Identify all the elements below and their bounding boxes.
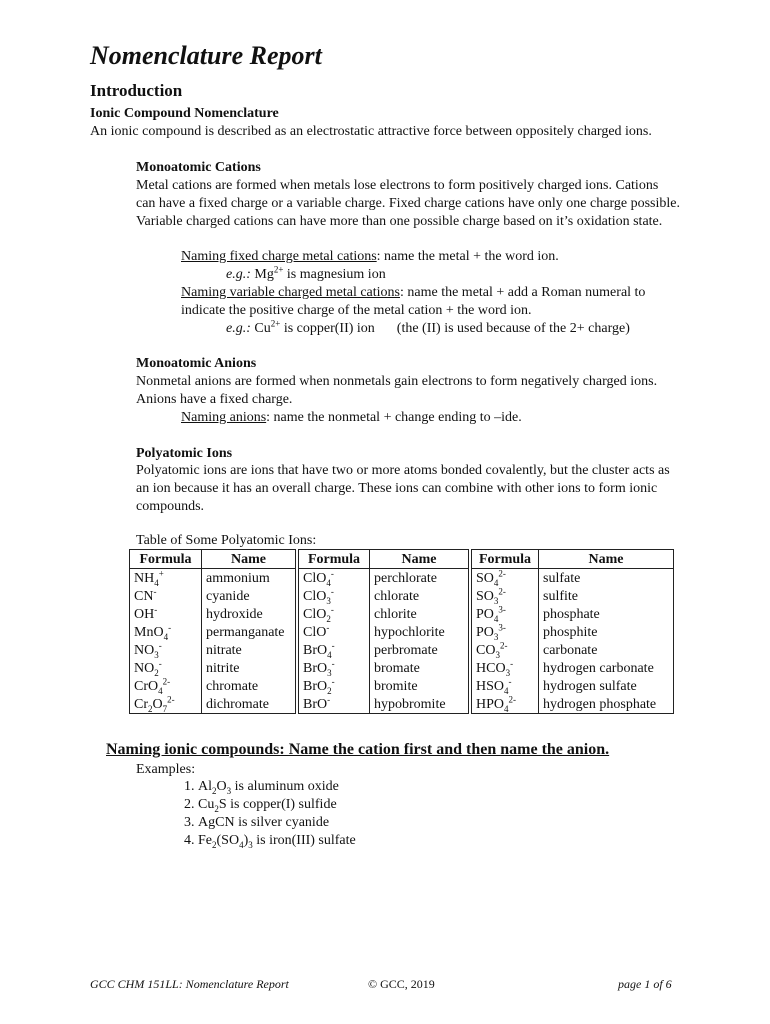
- anions-heading: Monoatomic Anions: [136, 356, 257, 371]
- ion-name-cell: hydrogen carbonate: [539, 659, 674, 677]
- ion-name-cell: permanganate: [202, 623, 298, 641]
- formula-charge: -: [158, 639, 162, 650]
- formula-cell: [130, 605, 202, 623]
- formula-symbol: HCO: [476, 660, 506, 676]
- example-description: is aluminum oxide: [231, 779, 339, 794]
- anions-rule-text: : name the nonmetal + change ending to –ide.: [266, 410, 522, 425]
- formula-subscript: 3: [327, 667, 332, 678]
- example-item: [198, 832, 356, 850]
- formula-subscript: 2: [212, 785, 217, 796]
- formula-cell: [297, 695, 370, 714]
- formula-subscript: 2: [214, 803, 219, 814]
- formula-symbol: PO: [476, 624, 494, 640]
- formula-charge: -: [327, 693, 331, 704]
- formula-subscript: 2: [327, 685, 332, 696]
- formula-cell: [130, 677, 202, 695]
- example-description: is silver cyanide: [234, 815, 330, 830]
- formula-cell: [470, 605, 539, 623]
- formula-subscript: 4: [239, 839, 244, 850]
- formula-cell: [130, 641, 202, 659]
- table-row: [130, 695, 674, 714]
- formula-cell: [470, 623, 539, 641]
- formula-charge: -: [330, 603, 334, 614]
- table-header-row: [130, 550, 674, 569]
- formula-charge: -: [168, 621, 172, 632]
- formula-subscript: 4: [493, 577, 499, 588]
- eg-label: e.g.:: [226, 267, 251, 282]
- formula-charge: -: [331, 657, 335, 668]
- formula-charge: -: [153, 585, 157, 596]
- ion-name-cell: ammonium: [202, 569, 298, 588]
- ion-name-cell: perbromate: [370, 641, 471, 659]
- ion-name-cell: hypobromite: [370, 695, 471, 714]
- ion-name-cell: phosphate: [539, 605, 674, 623]
- ion-name-cell: perchlorate: [370, 569, 471, 588]
- formula-cell: [297, 659, 370, 677]
- ion-name-cell: hypochlorite: [370, 623, 471, 641]
- ion-name-cell: chlorate: [370, 587, 471, 605]
- mg-charge: 2+: [273, 264, 284, 275]
- ion-name-cell: nitrate: [202, 641, 298, 659]
- formula-charge: -: [330, 567, 334, 578]
- formula-symbol: Cr: [134, 696, 148, 712]
- formula-symbol: CO: [476, 642, 496, 658]
- formula-symbol: BrO: [303, 642, 328, 658]
- ion-name-cell: cyanide: [202, 587, 298, 605]
- formula-cell: [470, 569, 539, 588]
- formula-cell: [297, 623, 370, 641]
- fixed-charge-label: Naming fixed charge metal cations: [181, 249, 377, 264]
- header-name-2: Name: [370, 550, 471, 569]
- ion-name-cell: hydrogen sulfate: [539, 677, 674, 695]
- formula-cell: [470, 659, 539, 677]
- formula-charge: -: [330, 585, 334, 596]
- example-item: [198, 814, 356, 832]
- table-body: [130, 569, 674, 714]
- table-row: [130, 623, 674, 641]
- formula-symbol: NH: [134, 570, 155, 586]
- header-formula-1: Formula: [130, 550, 202, 569]
- formula-subscript: 3: [493, 595, 499, 606]
- polyatomic-heading: Polyatomic Ions: [136, 446, 233, 461]
- formula-subscript: 4: [158, 685, 163, 696]
- ion-name-cell: hydroxide: [202, 605, 298, 623]
- formula-cell: [130, 695, 202, 714]
- formula-charge: 2-: [167, 693, 175, 704]
- ion-name-cell: carbonate: [539, 641, 674, 659]
- table-caption: Table of Some Polyatomic Ions:: [136, 533, 317, 548]
- formula-symbol: BrO: [303, 660, 328, 676]
- mg-symbol: Mg: [254, 267, 274, 282]
- formula-charge: 2-: [498, 567, 506, 578]
- formula-subscript: 2: [212, 839, 217, 850]
- formula-cell: [130, 569, 202, 588]
- formula-symbol: BrO: [303, 696, 328, 712]
- example-item: [198, 778, 356, 796]
- formula-charge: 2-: [162, 675, 171, 686]
- mg-name: is magnesium ion: [283, 267, 386, 282]
- ion-name-cell: bromite: [370, 677, 471, 695]
- formula-charge: -: [154, 603, 158, 614]
- footer-center: © GCC, 2019: [368, 977, 435, 991]
- formula-symbol: Al: [198, 779, 212, 794]
- page-title: Nomenclature Report: [90, 41, 322, 70]
- ion-name-cell: phosphite: [539, 623, 674, 641]
- header-name-1: Name: [202, 550, 298, 569]
- table-row: [130, 569, 674, 588]
- formula-symbol: (SO: [216, 833, 240, 848]
- ion-name-cell: nitrite: [202, 659, 298, 677]
- anions-label: Naming anions: [181, 410, 267, 425]
- formula-cell: [130, 587, 202, 605]
- formula-subscript: 4: [504, 685, 509, 696]
- formula-symbol: Cu: [198, 797, 215, 812]
- table-row: [130, 641, 674, 659]
- ion-name-cell: dichromate: [202, 695, 298, 714]
- variable-charge-label: Naming variable charged metal cations: [181, 285, 400, 300]
- table-row: [130, 587, 674, 605]
- cations-text: Metal cations are formed when metals lose electrons to form positively charged ions. Cations can have a fixed charge or a variable charge. Fixed charge cations have only one charge possible. Variable charged cations can have more than one possible charge based on it’s oxidation state.: [136, 178, 680, 229]
- examples-label: Examples:: [136, 762, 196, 777]
- formula-charge: 2-: [498, 585, 506, 596]
- formula-subscript: 2: [154, 667, 159, 678]
- formula-subscript: 4: [493, 613, 499, 624]
- formula-cell: [297, 587, 370, 605]
- table-row: [130, 605, 674, 623]
- examples-list: [180, 778, 356, 850]
- formula-subscript: 4: [326, 577, 331, 588]
- formula-charge: -: [510, 657, 514, 668]
- table-row: [130, 659, 674, 677]
- formula-symbol: ClO: [303, 588, 327, 604]
- formula-symbol: HSO: [476, 678, 505, 694]
- table-row: [130, 677, 674, 695]
- example-description: is iron(III) sulfate: [252, 833, 356, 848]
- header-formula-2: Formula: [297, 550, 370, 569]
- formula-symbol: AgCN: [198, 815, 235, 830]
- formula-subscript: 4: [327, 649, 332, 660]
- footer-right: page 1 of 6: [618, 977, 672, 991]
- ion-name-cell: hydrogen phosphate: [539, 695, 674, 714]
- formula-symbol: CN: [134, 588, 154, 604]
- formula-charge: 3-: [498, 621, 506, 632]
- formula-cell: [297, 677, 370, 695]
- formula-cell: [130, 659, 202, 677]
- formula-symbol: S: [218, 797, 227, 812]
- formula-cell: [130, 623, 202, 641]
- eg-label: e.g.:: [226, 321, 251, 336]
- naming-rule: Naming ionic compounds: Name the cation first and then name the anion.: [106, 741, 610, 758]
- formula-cell: [297, 605, 370, 623]
- formula-charge: 2-: [499, 639, 508, 650]
- ion-name-cell: chlorite: [370, 605, 471, 623]
- formula-symbol: ): [243, 833, 249, 848]
- ion-name-cell: sulfate: [539, 569, 674, 588]
- header-name-3: Name: [539, 550, 674, 569]
- header-formula-3: Formula: [470, 550, 539, 569]
- cu-name: is copper(II) ion: [280, 321, 375, 336]
- formula-subscript: 3: [248, 839, 253, 850]
- formula-subscript: 3: [495, 649, 500, 660]
- formula-cell: [470, 641, 539, 659]
- formula-symbol: ClO: [303, 624, 327, 640]
- footer-left: GCC CHM 151LL: Nomenclature Report: [90, 977, 289, 991]
- formula-subscript: 2: [148, 703, 153, 714]
- formula-subscript: 3: [154, 649, 159, 660]
- formula-symbol: ClO: [303, 570, 327, 586]
- intro-text: An ionic compound is described as an electrostatic attractive force between oppositely charged ions.: [90, 124, 652, 139]
- formula-cell: [297, 569, 370, 588]
- cu-symbol: Cu: [254, 321, 271, 336]
- variable-charge-text: : name the metal + add a Roman numeral to indicate the positive charge of the metal cation + the word ion.: [181, 285, 646, 318]
- formula-charge: -: [158, 657, 162, 668]
- formula-subscript: 4: [504, 703, 509, 714]
- variable-charge-rule: [181, 284, 681, 320]
- intro-heading: Introduction: [90, 81, 183, 100]
- formula-subscript: 7: [162, 703, 168, 714]
- formula-symbol: OH: [134, 606, 155, 622]
- formula-symbol: PO: [476, 606, 494, 622]
- cations-heading: Monoatomic Cations: [136, 160, 261, 175]
- formula-subscript: 3: [326, 595, 331, 606]
- formula-symbol: BrO: [303, 678, 328, 694]
- formula-charge: 3-: [498, 603, 506, 614]
- fixed-charge-rule: [181, 248, 559, 266]
- formula-subscript: 4: [163, 631, 169, 642]
- ion-name-cell: chromate: [202, 677, 298, 695]
- formula-subscript: 4: [154, 577, 159, 588]
- ion-name-cell: bromate: [370, 659, 471, 677]
- formula-charge: +: [158, 567, 164, 578]
- formula-symbol: MnO: [134, 624, 164, 640]
- example-item: [198, 796, 356, 814]
- formula-charge: -: [331, 639, 335, 650]
- formula-symbol: NO: [134, 660, 155, 676]
- formula-charge: 2-: [508, 693, 517, 704]
- polyatomic-ions-table: [129, 549, 674, 714]
- polyatomic-text: Polyatomic ions are ions that have two or more atoms bonded covalently, but the cluster acts as an ion because it has an overall charge. These ions can combine with other ions to form ionic compounds.: [136, 463, 670, 514]
- anions-rule: [181, 409, 522, 427]
- variable-charge-example: [226, 320, 630, 338]
- formula-symbol: O: [216, 779, 227, 794]
- formula-symbol: CrO: [134, 678, 159, 694]
- formula-symbol: O: [152, 696, 163, 712]
- formula-symbol: HPO: [476, 696, 505, 712]
- anions-text: Nonmetal anions are formed when nonmetals gain electrons to form negatively charged ions. Anions have a fixed charge.: [136, 374, 658, 407]
- formula-cell: [470, 695, 539, 714]
- cu-charge: 2+: [270, 318, 281, 329]
- cu-note: (the (II) is used because of the 2+ charge): [396, 321, 630, 336]
- formula-subscript: 3: [505, 667, 511, 678]
- example-description: is copper(I) sulfide: [226, 797, 337, 812]
- ion-name-cell: sulfite: [539, 587, 674, 605]
- formula-symbol: ClO: [303, 606, 327, 622]
- fixed-charge-text: : name the metal + the word ion.: [376, 249, 559, 264]
- formula-subscript: 3: [493, 631, 499, 642]
- formula-subscript: 3: [226, 785, 232, 796]
- fixed-charge-example: [226, 266, 386, 284]
- formula-charge: -: [326, 621, 330, 632]
- formula-subscript: 2: [326, 613, 331, 624]
- formula-cell: [470, 587, 539, 605]
- formula-symbol: SO: [476, 570, 494, 586]
- formula-symbol: Fe: [198, 833, 212, 848]
- formula-cell: [470, 677, 539, 695]
- ionic-subheading: Ionic Compound Nomenclature: [90, 106, 279, 121]
- formula-symbol: SO: [476, 588, 494, 604]
- formula-charge: -: [331, 675, 335, 686]
- formula-charge: -: [508, 675, 512, 686]
- formula-symbol: NO: [134, 642, 155, 658]
- formula-cell: [297, 641, 370, 659]
